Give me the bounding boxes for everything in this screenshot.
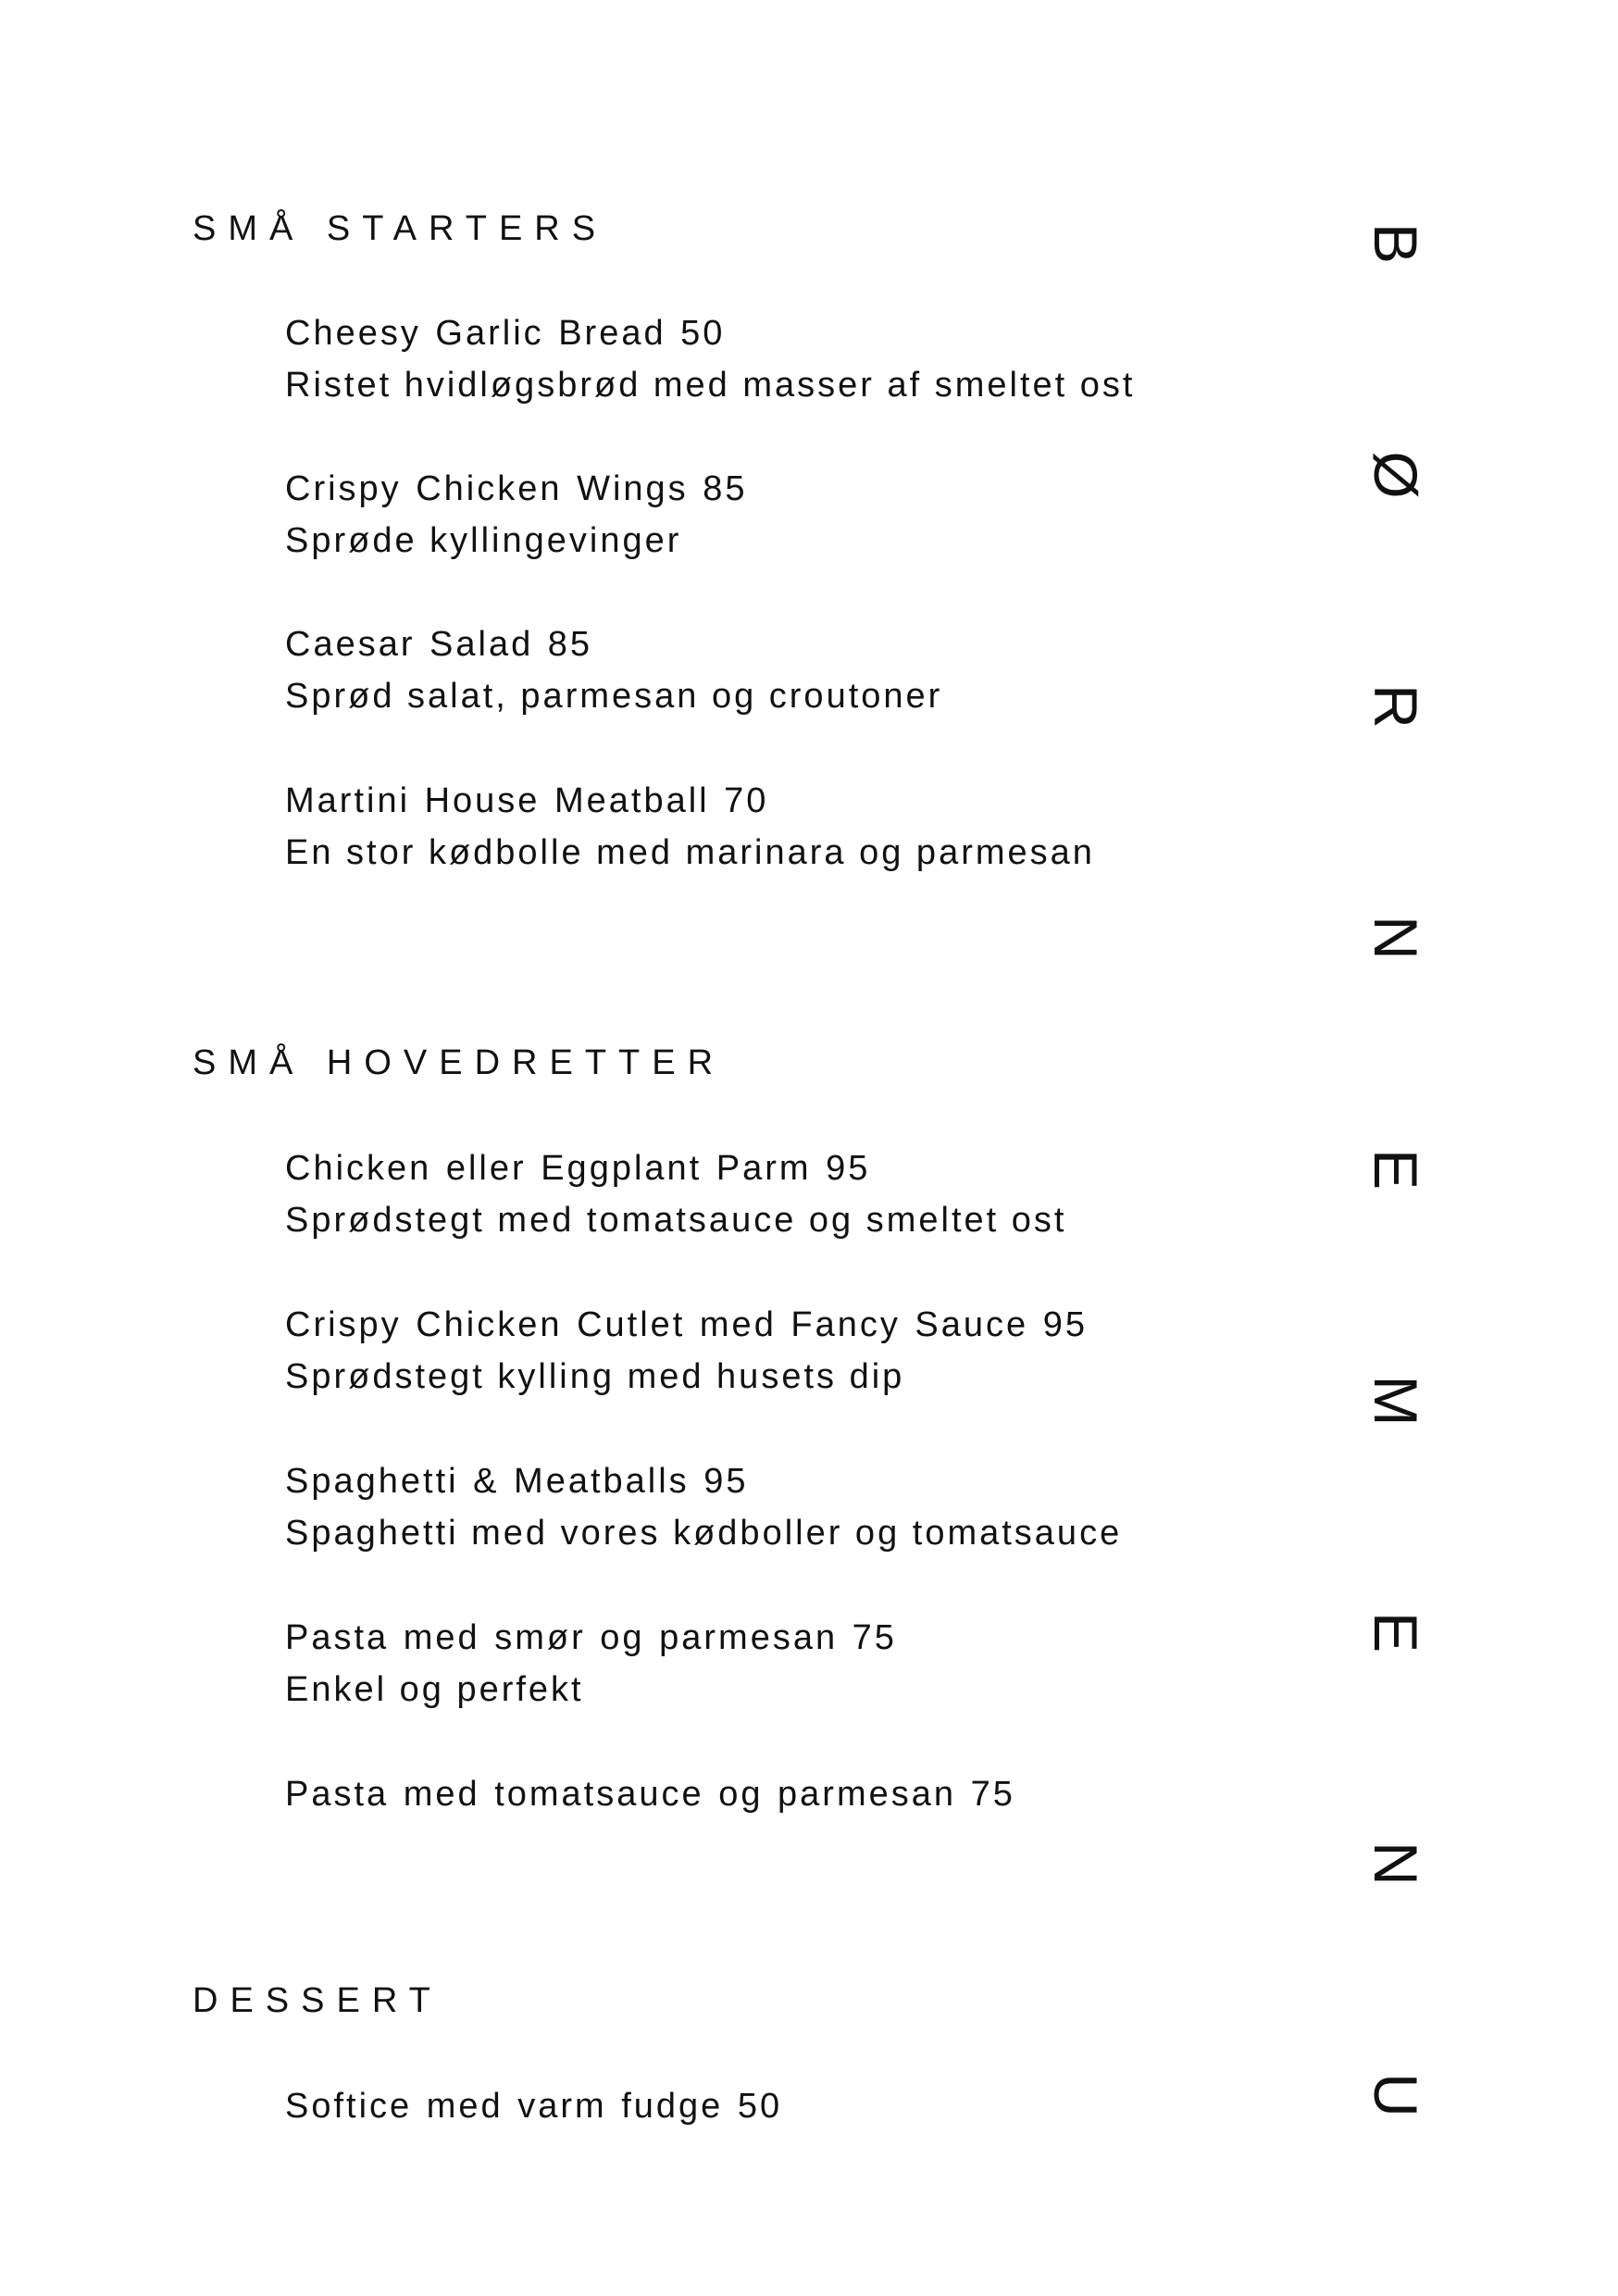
side-letter: U (1362, 2073, 1430, 2117)
side-letter: R (1362, 684, 1430, 729)
item-description: Sprøde kyllingevinger (285, 521, 682, 560)
menu-item-crispy-chicken-wings (285, 463, 747, 567)
menu-item-martini-house-meatball (285, 775, 1095, 879)
item-name-price: Chicken eller Eggplant Parm 95 (285, 1149, 871, 1188)
item-name-price: Pasta med smør og parmesan 75 (285, 1618, 897, 1657)
menu-item-spaghetti-meatballs (285, 1455, 1122, 1559)
section-title-main-courses: SMÅ HOVEDRETTER (193, 1043, 726, 1082)
item-name-price: Caesar Salad 85 (285, 625, 593, 664)
side-title-bornemenu (1340, 213, 1451, 2139)
menu-item-caesar-salad (285, 618, 942, 722)
item-name-price: Martini House Meatball 70 (285, 781, 769, 820)
item-description: Sprød salat, parmesan og croutoner (285, 677, 943, 716)
section-title-dessert: DESSERT (193, 1981, 442, 2020)
item-name-price: Cheesy Garlic Bread 50 (285, 314, 726, 353)
item-description: Sprødstegt med tomatsauce og smeltet ost (285, 1201, 1067, 1240)
menu-item-softice-fudge (285, 2080, 782, 2132)
side-letter: M (1362, 1375, 1430, 1427)
side-letter: E (1362, 1611, 1430, 1653)
side-letter: Ø (1362, 451, 1430, 499)
side-letter: B (1362, 222, 1430, 265)
menu-item-chicken-eggplant-parm (285, 1142, 1066, 1246)
menu-item-cheesy-garlic-bread (285, 307, 1135, 411)
item-name-price: Spaghetti & Meatballs 95 (285, 1462, 749, 1501)
side-letter: N (1362, 1841, 1430, 1886)
side-letter: E (1362, 1148, 1430, 1191)
item-description: En stor kødbolle med marinara og parmesan (285, 833, 1095, 872)
item-description: Sprødstegt kylling med husets dip (285, 1357, 905, 1396)
item-name-price: Crispy Chicken Cutlet med Fancy Sauce 95 (285, 1305, 1088, 1344)
side-letter: N (1362, 916, 1430, 960)
item-description: Spaghetti med vores kødboller og tomatsauce (285, 1514, 1123, 1553)
item-description: Ristet hvidløgsbrød med masser af smeltet ost (285, 366, 1136, 405)
item-name-price: Softice med varm fudge 50 (285, 2087, 783, 2126)
item-name-price: Pasta med tomatsauce og parmesan 75 (285, 1775, 1015, 1814)
menu-item-pasta-tomato-parmesan (285, 1768, 1015, 1820)
menu-item-crispy-chicken-cutlet (285, 1299, 1088, 1403)
item-name-price: Crispy Chicken Wings 85 (285, 469, 748, 508)
menu-item-pasta-butter-parmesan (285, 1612, 897, 1716)
section-title-starters: SMÅ STARTERS (193, 209, 608, 248)
item-description: Enkel og perfekt (285, 1670, 584, 1709)
